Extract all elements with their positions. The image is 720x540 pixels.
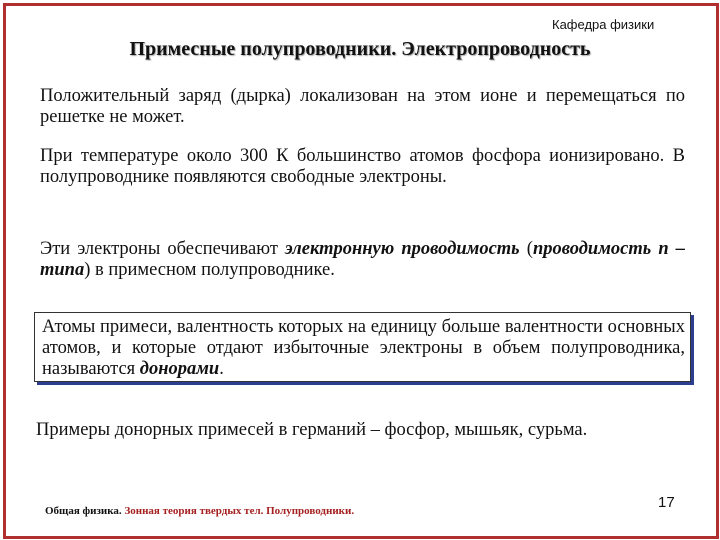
- term-donors: донорами: [139, 359, 220, 379]
- p3-text-e: ) в примесном полупроводнике.: [84, 260, 335, 280]
- p3-text-c: (: [519, 239, 533, 259]
- department-label: Кафедра физики: [552, 17, 655, 32]
- term-n-type: проводимость n – типа: [40, 239, 685, 280]
- term-electronic-conductivity: электронную проводимость: [285, 239, 520, 259]
- paragraph-electronic-conductivity: [40, 239, 685, 281]
- paragraph-hole-localization: Положительный заряд (дырка) локализован на этом ионе и перемещаться по решетке не может.: [40, 86, 685, 127]
- footer-topic: Зонная теория твердых тел. Полупроводники.: [124, 505, 355, 517]
- paragraph-phosphorus-ionization: При температуре около 300 К большинство атомов фосфора ионизировано. В полупроводнике появляются свободные электроны.: [40, 146, 685, 187]
- page-number: 17: [658, 494, 675, 511]
- slide-title: Примесные полупроводники. Электропроводность: [129, 38, 591, 60]
- p3-text-a: Эти электроны обеспечивают: [40, 239, 286, 259]
- footer-course: Общая физика.: [45, 505, 125, 517]
- paragraph-donor-examples: Примеры донорных примесей в германий – фосфор, мышьяк, сурьма.: [36, 420, 588, 440]
- p4-text-c: .: [219, 359, 224, 379]
- p4-text-a: Атомы примеси, валентность которых на единицу больше валентности основных атомов, и которые отдают избыточные электроны в объем полупроводника, называются: [42, 317, 685, 379]
- footer: [45, 505, 354, 517]
- paragraph-donor-definition: [42, 317, 685, 380]
